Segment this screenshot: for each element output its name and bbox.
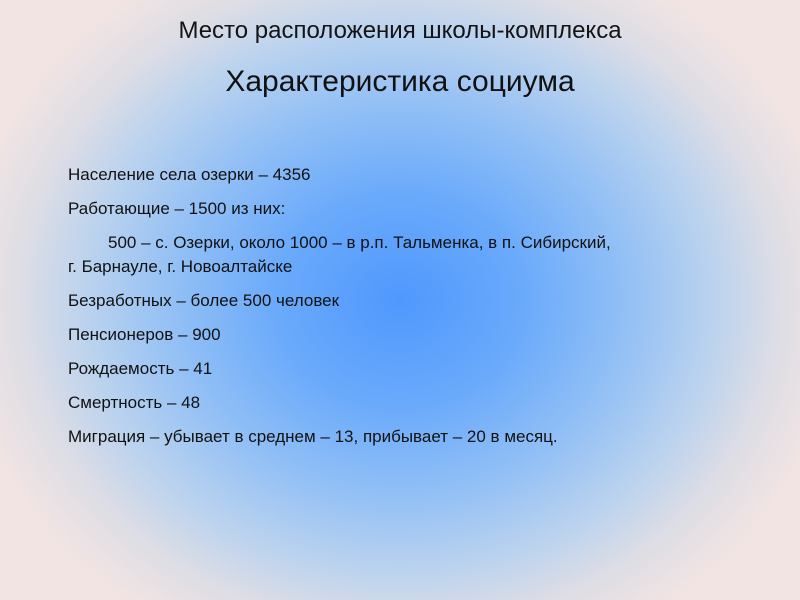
birth-rate-line: Рождаемость – 41 [68, 359, 213, 378]
workers-distribution [68, 231, 728, 279]
slide-body [68, 163, 728, 459]
slide-subtitle: Место расположения школы-комплекса [178, 17, 622, 44]
workers-distribution-line-1: 500 – с. Озерки, около 1000 – в р.п. Тальменка, в п. Сибирский, [108, 233, 611, 252]
slide-title: Характеристика социума [225, 65, 575, 98]
pensioners-line: Пенсионеров – 900 [68, 325, 221, 344]
population-line: Население села озерки – 4356 [68, 165, 311, 184]
workers-distribution-line-2: г. Барнауле, г. Новоалтайске [68, 257, 293, 276]
migration-line: Миграция – убывает в среднем – 13, прибывает – 20 в месяц. [68, 427, 558, 446]
unemployed-line: Безработных – более 500 человек [68, 291, 340, 310]
workers-line: Работающие – 1500 из них: [68, 199, 286, 218]
death-rate-line: Смертность – 48 [68, 393, 201, 412]
